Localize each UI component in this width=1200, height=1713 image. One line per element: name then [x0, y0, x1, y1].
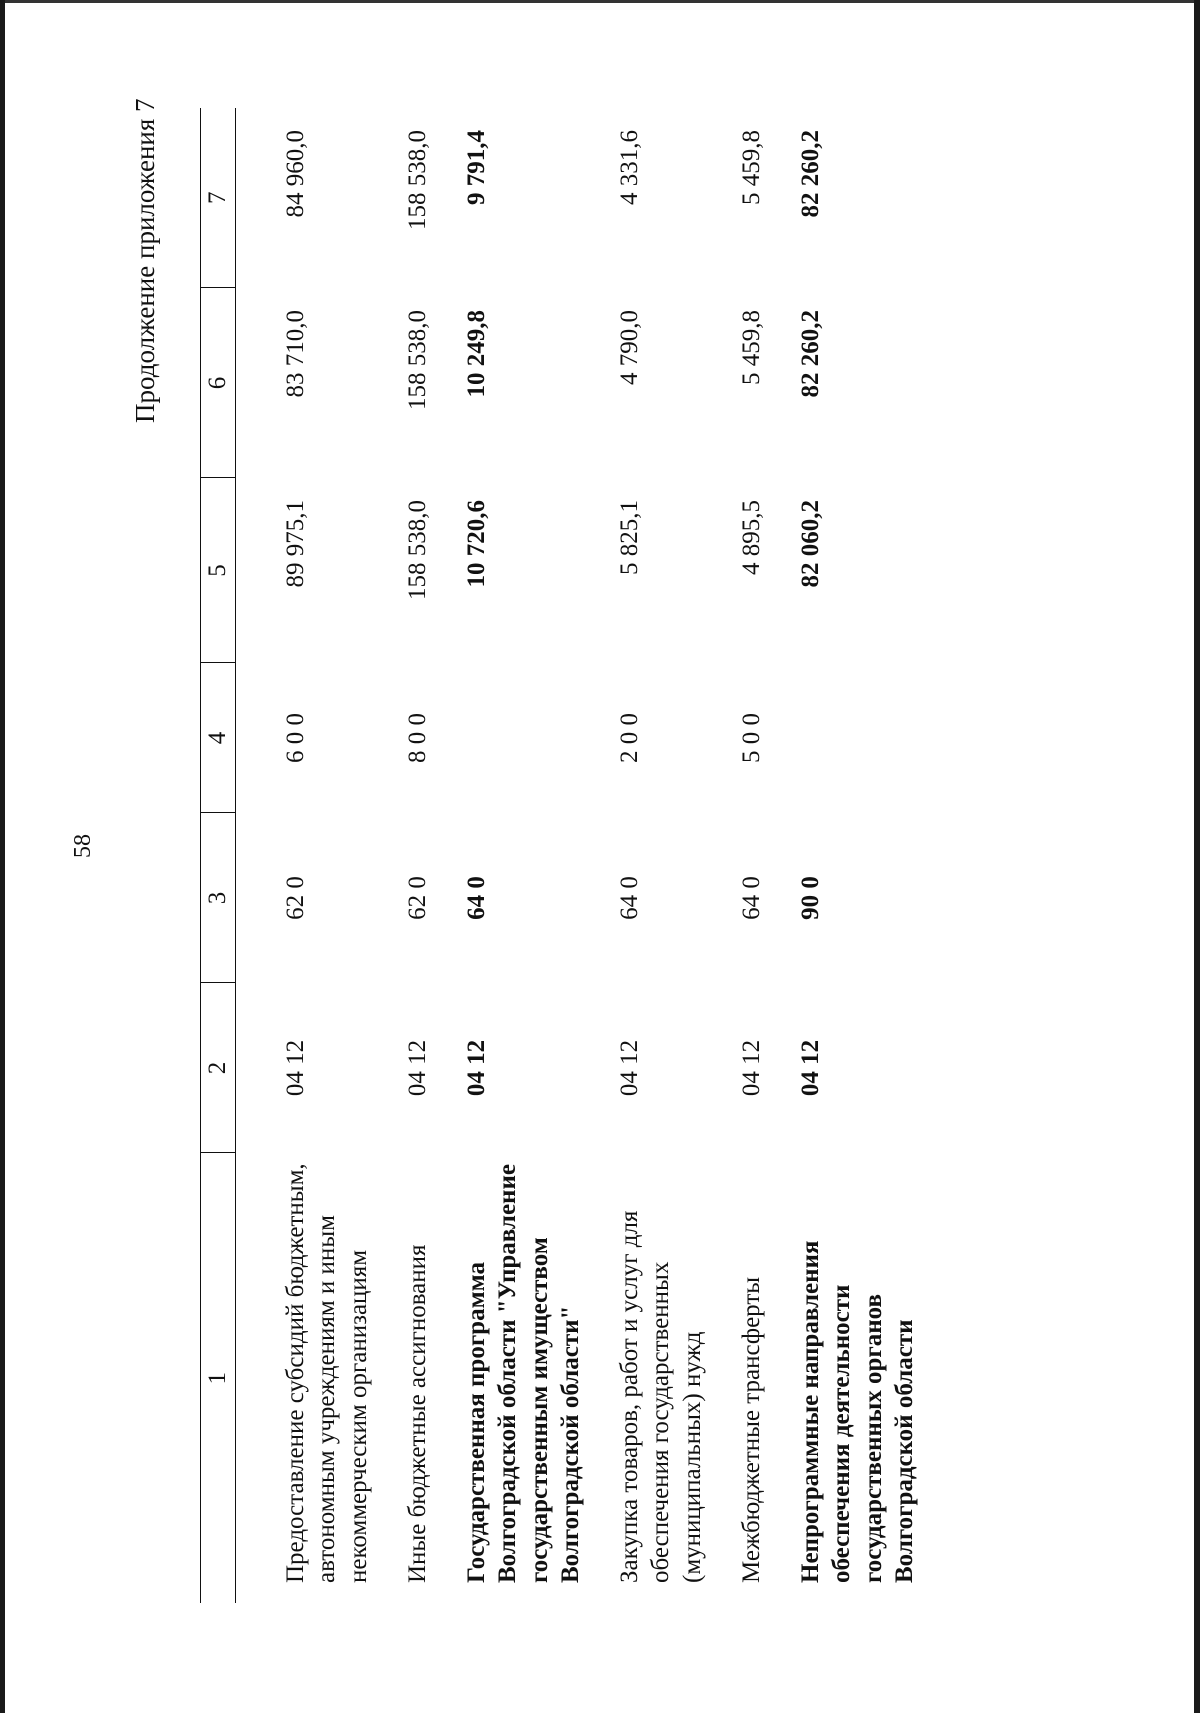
row-section-code: 04 12 — [282, 1039, 309, 1097]
row-value-col6: 4 790,0 — [616, 310, 643, 385]
row-value-col5: 10 720,6 — [463, 500, 490, 588]
row-value-col7: 158 538,0 — [403, 130, 431, 230]
table-body — [236, 108, 935, 1603]
row-expense-type: 2 0 0 — [616, 713, 643, 763]
table-row-nonprogram — [781, 108, 934, 1603]
header-row — [201, 108, 236, 1603]
table-header — [201, 108, 236, 1603]
row-value-col5: 5 825,1 — [616, 500, 643, 575]
row-value-col7: 9 791,4 — [463, 130, 490, 205]
header-col-4: 4 — [201, 663, 236, 813]
row-value-col7: 4 331,6 — [616, 130, 643, 205]
row-program-code: 90 0 — [797, 876, 824, 920]
row-value-col7: 5 459,8 — [737, 130, 765, 205]
table-row — [236, 108, 388, 1603]
row-program-code: 64 0 — [463, 876, 490, 920]
row-section-code: 04 12 — [797, 1039, 824, 1097]
row-value-col7: 84 960,0 — [282, 130, 309, 218]
row-expense-type: 5 0 0 — [737, 713, 765, 763]
row-name: Предоставление субсидий бюджетным, автономным учреждениям и иным некоммерческим организациям — [282, 1163, 372, 1583]
row-expense-type: 8 0 0 — [403, 713, 431, 763]
row-program-code: 64 0 — [737, 876, 765, 920]
row-value-col6: 5 459,8 — [737, 310, 765, 385]
row-program-code: 62 0 — [282, 876, 309, 920]
row-value-col6: 158 538,0 — [403, 310, 431, 410]
row-value-col5: 82 060,2 — [797, 500, 824, 588]
row-value-col5: 89 975,1 — [282, 500, 309, 588]
row-name: Межбюджетные трансферты — [737, 1276, 765, 1583]
row-name: Непрограммные направления обеспечения деятельности государственных органов Волгоградской области — [797, 1240, 918, 1583]
row-value-col6: 83 710,0 — [282, 310, 309, 398]
row-expense-type: 6 0 0 — [282, 713, 309, 763]
row-program-code: 64 0 — [616, 876, 643, 920]
table-row — [388, 108, 447, 1603]
page-number: 58 — [70, 834, 96, 858]
header-col-2: 2 — [201, 983, 236, 1153]
appendix-continuation: Продолжение приложения 7 — [130, 98, 160, 423]
row-section-code: 04 12 — [616, 1039, 643, 1097]
row-program-code: 62 0 — [403, 876, 431, 920]
row-expense-type — [447, 663, 600, 813]
row-value-col5: 4 895,5 — [737, 500, 765, 575]
row-expense-type — [781, 663, 934, 813]
header-col-3: 3 — [201, 813, 236, 983]
row-section-code: 04 12 — [403, 1039, 431, 1097]
row-name: Закупка товаров, работ и услуг для обеспечения государственных (муниципальных) нужд — [616, 1210, 706, 1583]
header-col-5: 5 — [201, 478, 236, 663]
row-name: Государственная программа Волгоградской области "Управление государственным имуществом Волгоградской области" — [463, 1164, 584, 1583]
header-col-7: 7 — [201, 108, 236, 288]
row-value-col6: 82 260,2 — [797, 310, 824, 398]
row-name: Иные бюджетные ассигнования — [403, 1244, 431, 1583]
table-row-program — [447, 108, 600, 1603]
header-col-6: 6 — [201, 288, 236, 478]
budget-table — [200, 108, 934, 1603]
table-row — [722, 108, 781, 1603]
row-value-col5: 158 538,0 — [403, 500, 431, 600]
row-section-code: 04 12 — [737, 1039, 765, 1097]
table-row — [600, 108, 722, 1603]
row-value-col7: 82 260,2 — [797, 130, 824, 218]
row-section-code: 04 12 — [463, 1039, 490, 1097]
row-value-col6: 10 249,8 — [463, 310, 490, 398]
header-col-1: 1 — [201, 1153, 236, 1603]
